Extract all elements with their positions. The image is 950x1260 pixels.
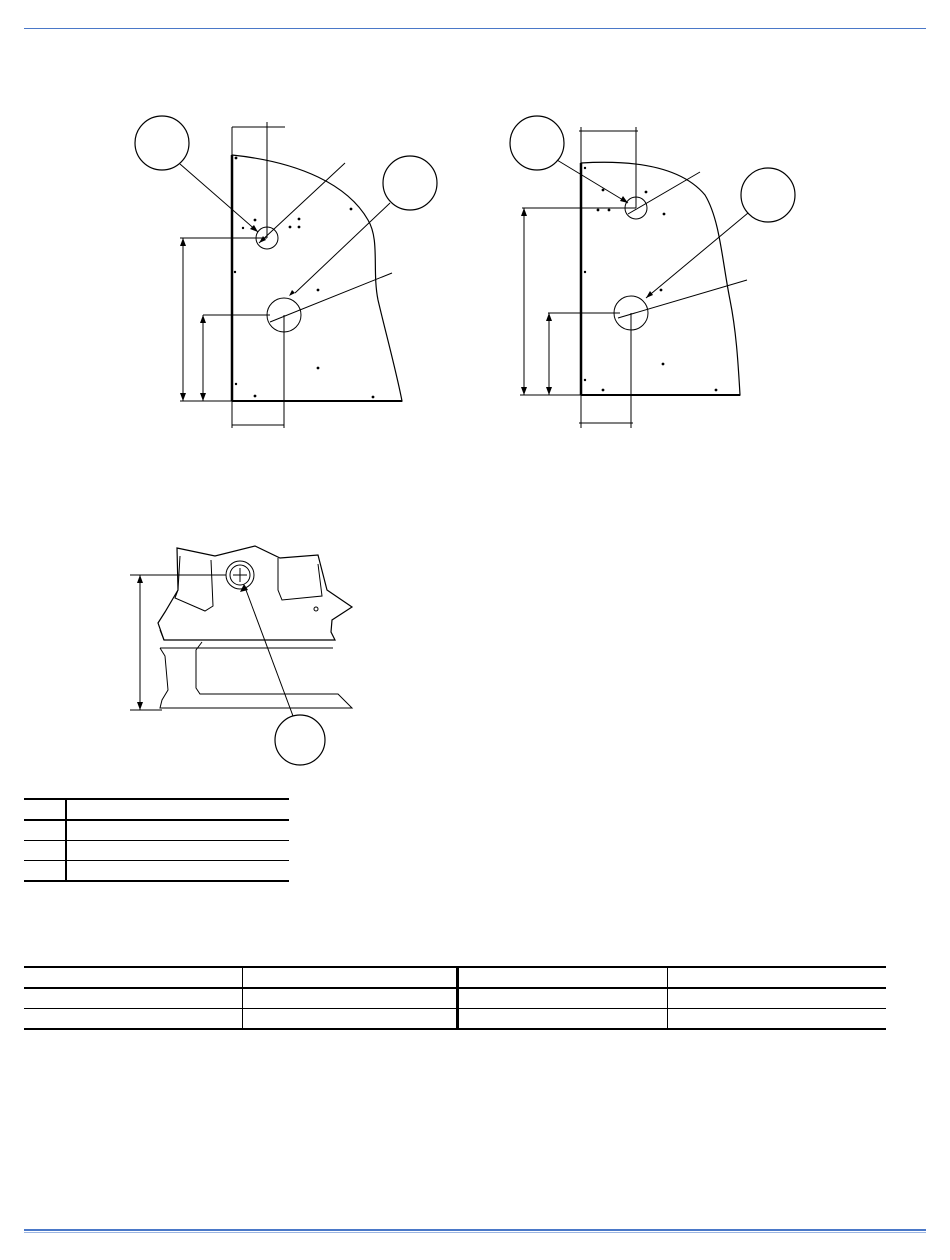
table-cell bbox=[458, 1009, 668, 1030]
bottom-rule bbox=[24, 1229, 926, 1231]
callout-bubble bbox=[135, 116, 189, 170]
callout-bubble bbox=[275, 715, 325, 765]
table-row bbox=[24, 841, 289, 861]
callout-bubble bbox=[741, 168, 795, 222]
left-panel-view bbox=[135, 116, 437, 428]
table-row bbox=[24, 820, 289, 841]
table-cell bbox=[24, 799, 66, 820]
table-row bbox=[24, 1009, 886, 1030]
left-panel-outline bbox=[232, 155, 402, 401]
right-panel-view bbox=[510, 116, 795, 428]
callout-bubble bbox=[383, 156, 437, 210]
table-header-row bbox=[24, 967, 886, 988]
screw-dot bbox=[314, 607, 318, 611]
table-cell bbox=[243, 967, 458, 988]
table-cell bbox=[668, 967, 887, 988]
table-row bbox=[24, 861, 289, 882]
table-cell bbox=[24, 1009, 243, 1030]
table-cell bbox=[66, 841, 289, 861]
screw-dots bbox=[234, 157, 375, 399]
arrowheads bbox=[137, 196, 653, 710]
table-cell bbox=[24, 841, 66, 861]
base-outline bbox=[158, 546, 352, 640]
table-cell bbox=[668, 1009, 887, 1030]
table-cell bbox=[66, 861, 289, 882]
table-cell bbox=[24, 820, 66, 841]
small-table bbox=[24, 798, 289, 882]
table-cell bbox=[66, 799, 289, 820]
base-detail-view bbox=[130, 546, 352, 765]
table-row bbox=[24, 988, 886, 1009]
table-cell bbox=[668, 988, 887, 1009]
table-cell bbox=[243, 988, 458, 1009]
table-cell bbox=[458, 988, 668, 1009]
bottom-rule-thin bbox=[24, 1232, 926, 1233]
table-cell bbox=[24, 861, 66, 882]
table-cell bbox=[458, 967, 668, 988]
table-cell bbox=[243, 1009, 458, 1030]
table-cell bbox=[24, 988, 243, 1009]
table-cell bbox=[66, 820, 289, 841]
wide-table bbox=[24, 966, 886, 1030]
callout-bubble bbox=[510, 116, 564, 170]
right-panel-outline bbox=[581, 162, 740, 395]
table-header-row bbox=[24, 799, 289, 820]
table-cell bbox=[24, 967, 243, 988]
